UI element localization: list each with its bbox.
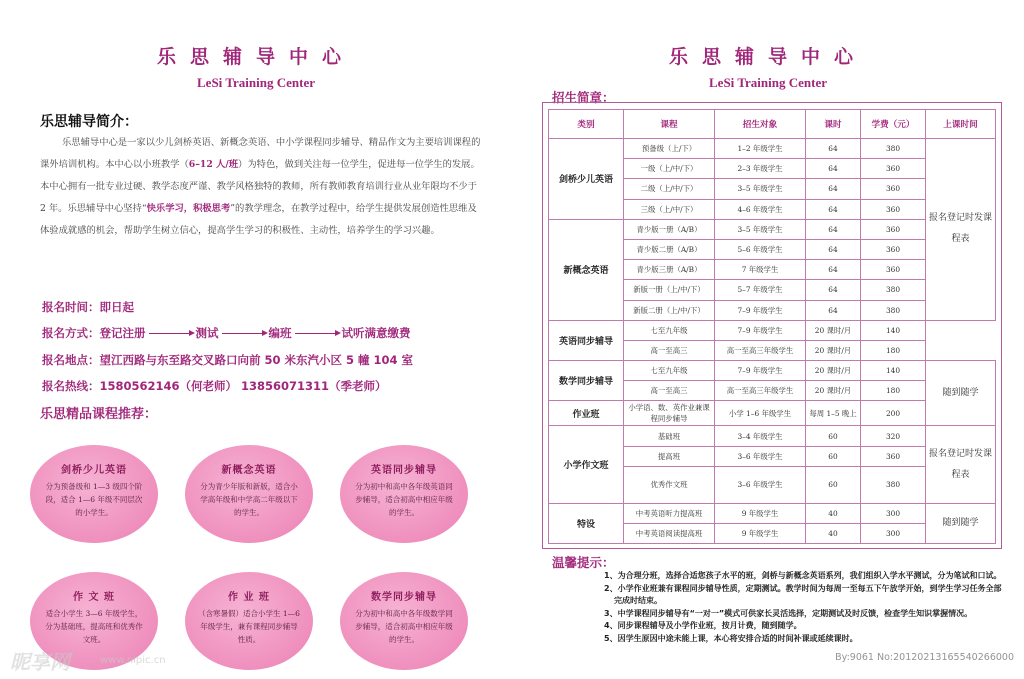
target-cell: 小学 1–6 年级学生 [715, 401, 806, 426]
course-oval: 数学同步辅导 分为初中和高中各年级数学同步辅导，适合初高中相应年级的学生。 [340, 572, 468, 670]
hours-cell: 60 [806, 466, 861, 503]
target-cell: 5–6 年级学生 [715, 239, 806, 259]
target-cell: 7 年级学生 [715, 260, 806, 280]
fee-cell: 140 [861, 361, 926, 381]
reg-method: 报名方式：登记注册 测试 编班 试听满意缴费 [42, 326, 411, 340]
course-oval: 作 业 班 （含寒暑假）适合小学生 1—6 年级学生，兼有课程同步辅导性质。 [185, 572, 313, 670]
category-cell: 特设 [549, 503, 624, 543]
category-cell: 剑桥少儿英语 [549, 139, 624, 220]
table-row [549, 320, 996, 340]
fee-cell: 360 [861, 239, 926, 259]
schedule-heading: 招生简章： [552, 90, 615, 105]
course-cell: 中考英语阅读提高班 [624, 524, 715, 544]
target-cell: 3–5 年级学生 [715, 179, 806, 199]
fee-cell: 300 [861, 503, 926, 523]
target-cell: 1–2 年级学生 [715, 139, 806, 159]
hours-cell: 64 [806, 239, 861, 259]
target-cell: 5–7 年级学生 [715, 280, 806, 300]
hours-cell: 64 [806, 260, 861, 280]
target-cell: 4–6 年级学生 [715, 199, 806, 219]
fee-cell: 360 [861, 199, 926, 219]
page-title-en: LeSi Training Center [197, 75, 315, 90]
category-cell: 数学同步辅导 [549, 361, 624, 401]
tip-item: 5、因学生原因中途未能上课，本心将安排合适的时间补课或延续课时。 [604, 633, 858, 643]
course-cell: 青少版二册（A/B） [624, 239, 715, 259]
watermark-id: By:9061 No:20120213165540266000 [835, 652, 1014, 663]
category-cell: 小学作文班 [549, 426, 624, 503]
hours-cell: 20 课时/月 [806, 320, 861, 340]
course-cell: 提高班 [624, 446, 715, 466]
schedule-cell: 报名登记时发课程表 [926, 426, 996, 503]
course-oval: 英语同步辅导 分为初中和高中各年级英语同步辅导，适合初高中相应年级的学生。 [340, 445, 468, 543]
target-cell: 9 年级学生 [715, 503, 806, 523]
tip-item: 1、为合理分班，选择合适您孩子水平的班，剑桥与新概念英语系列，我们组织入学水平测试，分为笔试和口试。 [604, 571, 1002, 580]
target-cell: 7–9 年级学生 [715, 320, 806, 340]
table-header-row: 类别 课程 招生对象 课时 学费（元） 上课时间 [549, 110, 996, 139]
course-cell: 新版二册（上/中/下） [624, 300, 715, 320]
intro-heading: 乐思辅导简介： [40, 114, 138, 130]
course-cell: 七至九年级 [624, 361, 715, 381]
target-cell: 9 年级学生 [715, 524, 806, 544]
page-title-en: LeSi Training Center [709, 75, 827, 90]
fee-cell: 360 [861, 260, 926, 280]
page-title-cn: 乐思辅导中心 [668, 46, 867, 68]
tip-item: 2、小学作业班兼有课程同步辅导性质，定期测试。教学时间为每周一至每五下午放学开始，到学生学习任务全部完成时结束。 [604, 583, 1002, 605]
category-cell: 新概念英语 [549, 219, 624, 320]
target-cell: 2–3 年级学生 [715, 159, 806, 179]
page-title-cn: 乐思辅导中心 [156, 46, 355, 68]
watermark-logo: 昵享网 [10, 650, 70, 674]
category-cell: 作业班 [549, 401, 624, 426]
schedule-cell: 随到随学 [926, 503, 996, 543]
reg-hotline: 报名热线：1580562146（何老师） 13856071311（季老师） [42, 379, 387, 393]
fee-cell: 360 [861, 159, 926, 179]
target-cell: 3–6 年级学生 [715, 446, 806, 466]
hours-cell: 60 [806, 426, 861, 446]
hours-cell: 60 [806, 446, 861, 466]
intro-paragraph: 乐思辅导中心是一家以少儿剑桥英语、新概念英语、中小学课程同步辅导、精品作文为主要培训课程的课外培训机构。本中心以小班教学（6–12 人/班）为特色，做到关注每一位学生，促进每一位学生的发展。本中心拥有一批专业过硬、教学态度严谨、教学风格独特的教师，所有教师教育培训行业从业年限均不少于 2 年。乐思辅导中心坚持“快乐学习，积极思考”的教学理念，在教学过程中，给学生提供发展创造性思维及体验成就感的机会，帮助学生树立信心，提高学生学习的积极性、主动性，培养学生的学习兴趣。 [40, 137, 481, 236]
table-row [549, 361, 996, 381]
target-cell: 3–6 年级学生 [715, 466, 806, 503]
hours-cell: 40 [806, 524, 861, 544]
course-cell: 七至九年级 [624, 320, 715, 340]
course-cell: 优秀作文班 [624, 466, 715, 503]
tip-item: 4、同步课程辅导及小学作业班，按月计费，随到随学。 [604, 621, 802, 630]
reg-place: 报名地点：望江西路与东至路交叉路口向前 50 米东汽小区 5 幢 104 室 [42, 353, 414, 367]
fee-cell: 380 [861, 300, 926, 320]
fee-cell: 360 [861, 446, 926, 466]
recommend-heading: 乐思精品课程推荐： [40, 407, 158, 422]
table-row [549, 139, 996, 159]
fee-cell: 360 [861, 219, 926, 239]
watermark-url: www.nipic.cn [100, 655, 166, 666]
hours-cell: 64 [806, 139, 861, 159]
table-row [549, 503, 996, 523]
course-oval: 作 文 班 适合小学生 3—6 年级学生，分为基础班，提高班和优秀作文班。 [30, 572, 158, 670]
category-cell: 英语同步辅导 [549, 320, 624, 360]
schedule-table [548, 109, 996, 544]
tip-item: 3、中学课程同步辅导有“一对一”模式可供家长灵活选择，定期测试及时反馈，检查学生知识掌握情况。 [604, 608, 973, 618]
course-cell: 小学语、数、英作业兼课程同步辅导 [624, 401, 715, 426]
course-cell: 中考英语听力提高班 [624, 503, 715, 523]
hours-cell: 64 [806, 199, 861, 219]
course-cell: 基础班 [624, 426, 715, 446]
hours-cell: 20 课时/月 [806, 381, 861, 401]
hours-cell: 64 [806, 219, 861, 239]
course-cell: 青少版一册（A/B） [624, 219, 715, 239]
hours-cell: 64 [806, 179, 861, 199]
schedule-cell: 随到随学 [926, 361, 996, 426]
target-cell: 3–5 年级学生 [715, 219, 806, 239]
arrow-icon [222, 333, 266, 334]
target-cell: 7–9 年级学生 [715, 300, 806, 320]
course-oval: 剑桥少儿英语 分为预备级和 1—3 级四个阶段，适合 1—6 年级不同层次的小学生。 [30, 445, 158, 543]
schedule-cell: 报名登记时发课程表 [926, 139, 996, 321]
fee-cell: 180 [861, 340, 926, 360]
course-cell: 高一至高三 [624, 340, 715, 360]
fee-cell: 380 [861, 280, 926, 300]
fee-cell: 180 [861, 381, 926, 401]
course-oval: 新概念英语 分为青少年版和新版，适合小学高年级和中学高二年级以下的学生。 [185, 445, 313, 543]
arrow-icon [149, 333, 193, 334]
tips-heading: 温馨提示： [552, 555, 615, 570]
tips-list [604, 570, 1004, 645]
hours-cell: 64 [806, 280, 861, 300]
fee-cell: 360 [861, 179, 926, 199]
course-cell: 青少版三册（A/B） [624, 260, 715, 280]
hours-cell: 20 课时/月 [806, 340, 861, 360]
course-cell: 二级（上/中/下） [624, 179, 715, 199]
target-cell: 高一至高三年级学生 [715, 340, 806, 360]
target-cell: 3–4 年级学生 [715, 426, 806, 446]
fee-cell: 320 [861, 426, 926, 446]
fee-cell: 300 [861, 524, 926, 544]
hours-cell: 40 [806, 503, 861, 523]
target-cell: 7–9 年级学生 [715, 361, 806, 381]
fee-cell: 380 [861, 139, 926, 159]
fee-cell: 140 [861, 320, 926, 340]
arrow-icon [295, 333, 339, 334]
course-cell: 高一至高三 [624, 381, 715, 401]
reg-time: 报名时间：即日起 [42, 300, 134, 314]
table-row [549, 426, 996, 446]
course-cell: 一级（上/中/下） [624, 159, 715, 179]
fee-cell: 200 [861, 401, 926, 426]
right-page [512, 0, 1024, 679]
target-cell: 高一至高三年级学生 [715, 381, 806, 401]
hours-cell: 64 [806, 300, 861, 320]
hours-cell: 64 [806, 159, 861, 179]
course-cell: 三级（上/中/下） [624, 199, 715, 219]
hours-cell: 每周 1–5 晚上 [806, 401, 861, 426]
course-cell: 新版一册（上/中/下） [624, 280, 715, 300]
hours-cell: 20 课时/月 [806, 361, 861, 381]
fee-cell: 380 [861, 466, 926, 503]
course-cell: 预备级（上/下） [624, 139, 715, 159]
